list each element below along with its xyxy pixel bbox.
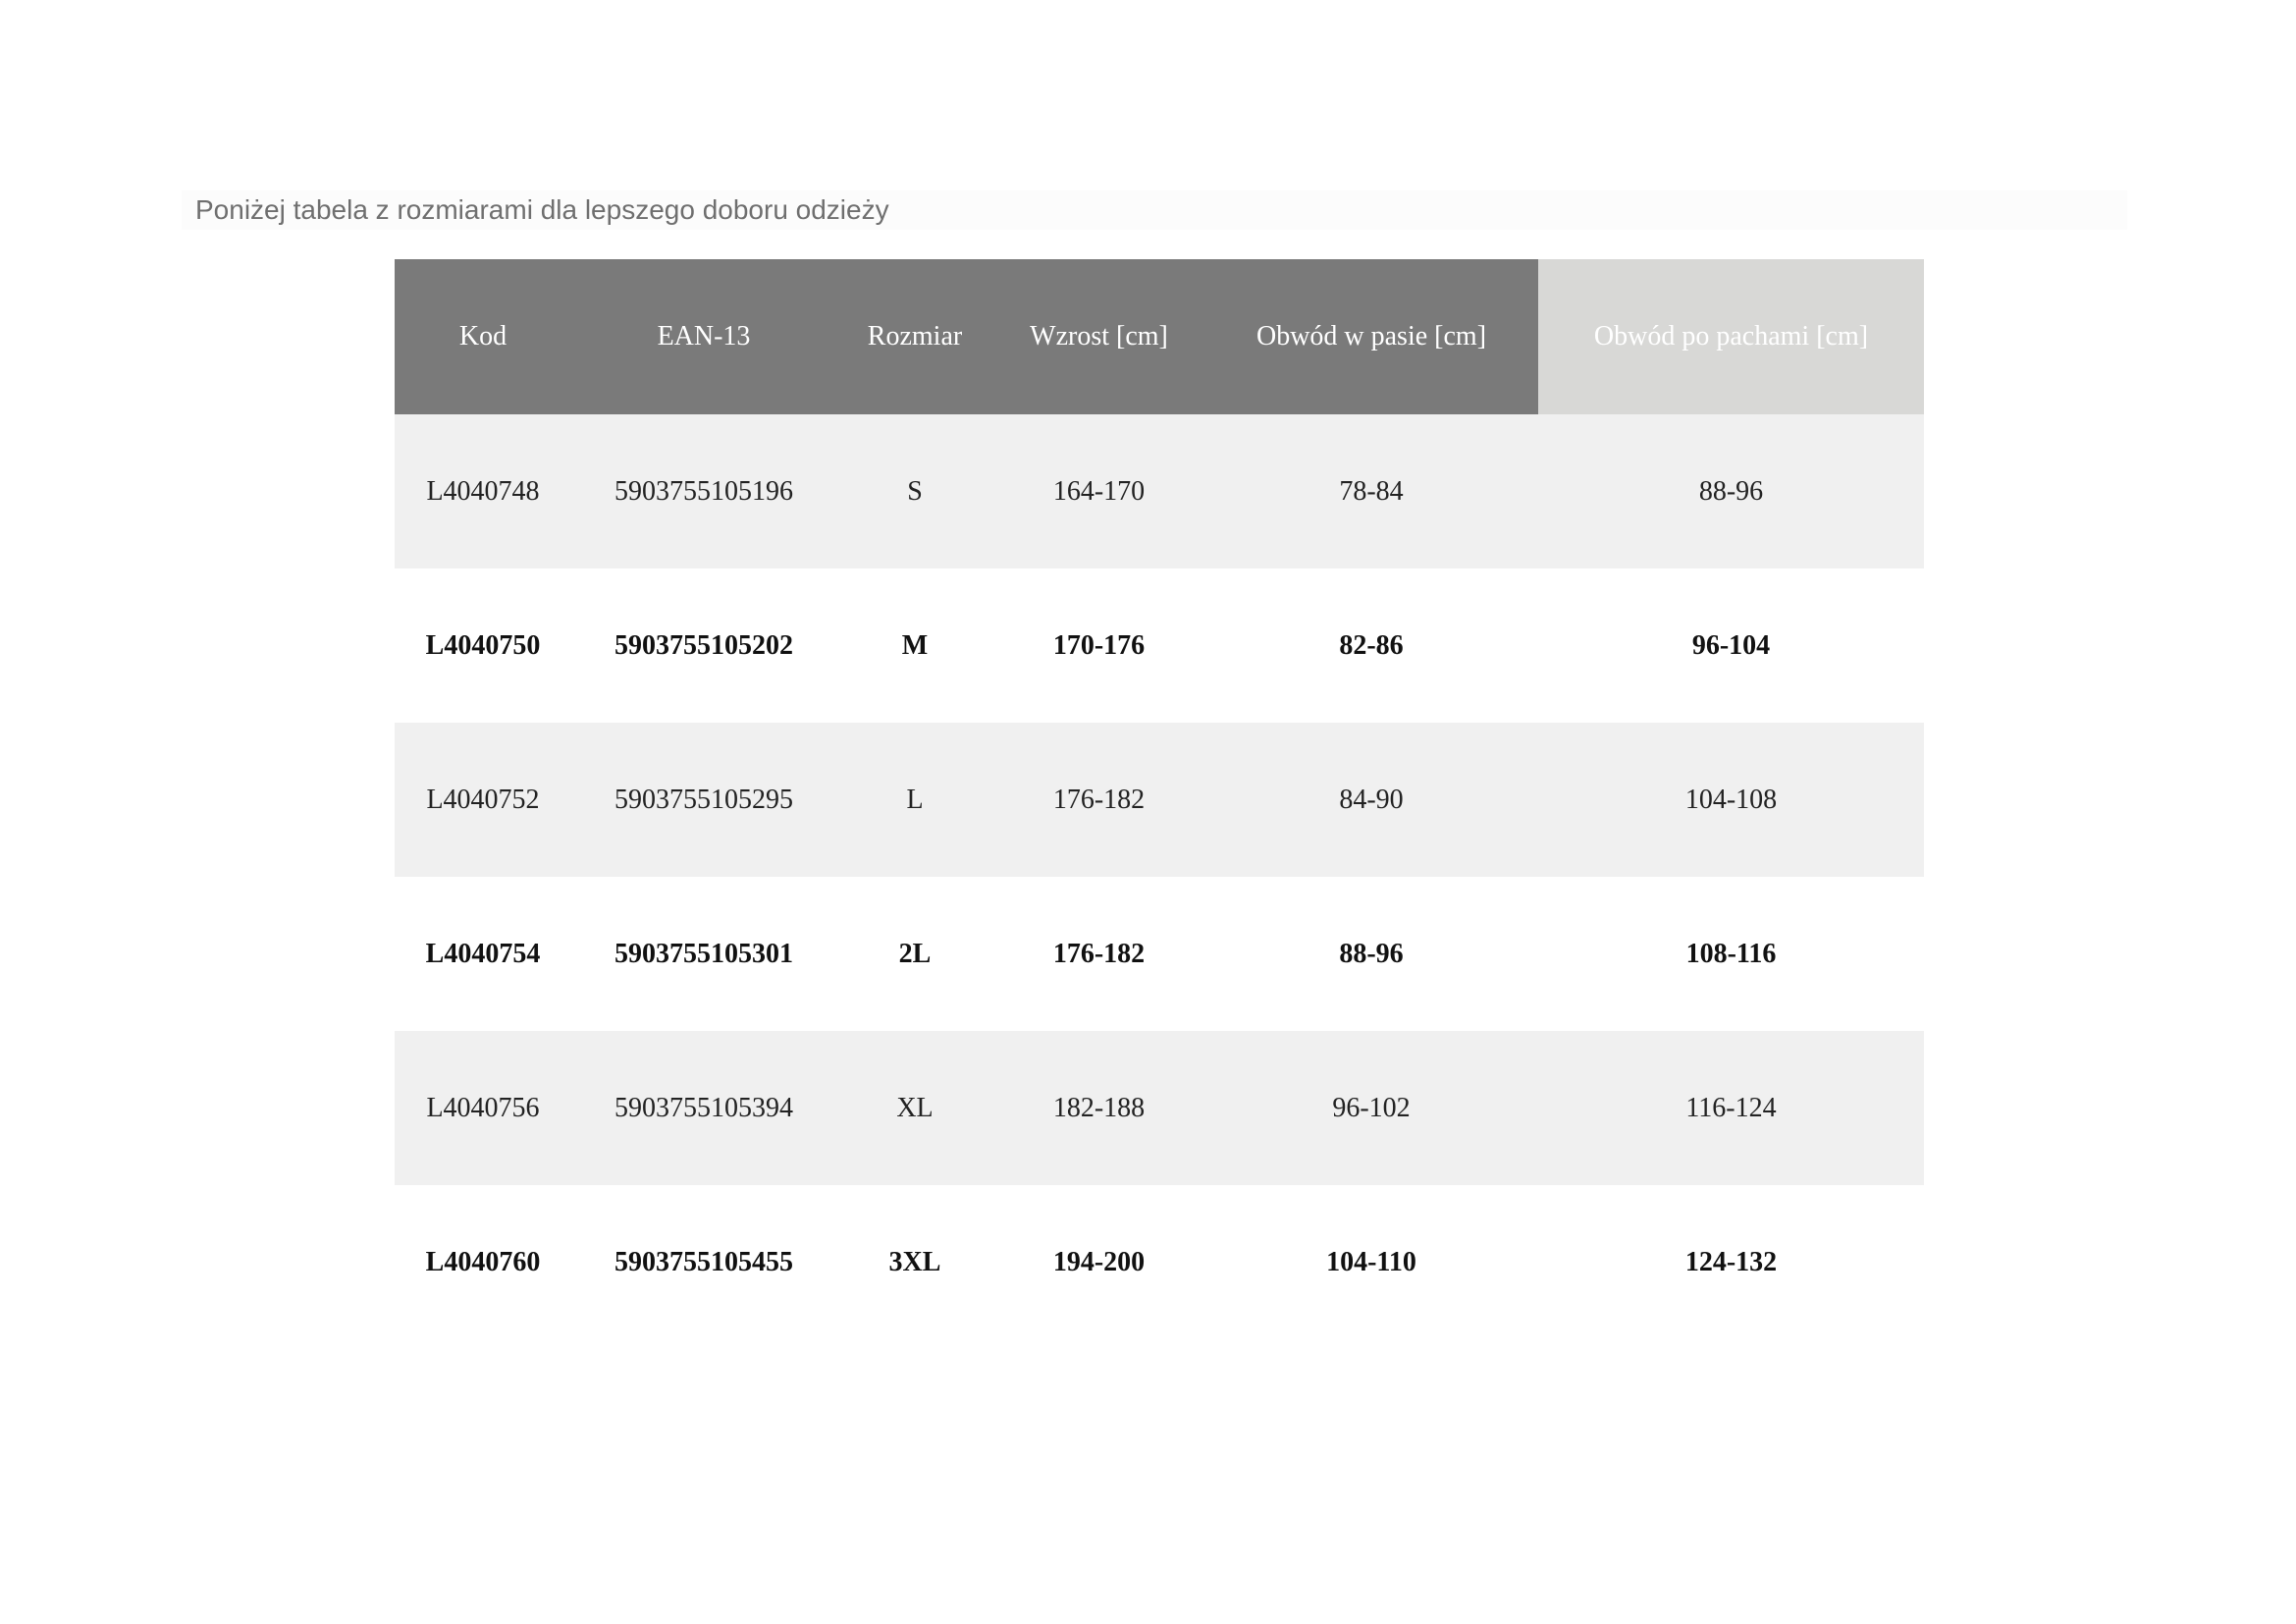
cell-kod: L4040752 bbox=[395, 723, 571, 877]
table-row bbox=[395, 1185, 1924, 1339]
cell-obwod-po-pachami: 124-132 bbox=[1538, 1185, 1924, 1339]
cell-obwod-w-pasie: 96-102 bbox=[1204, 1031, 1538, 1185]
header-ean13: EAN-13 bbox=[571, 259, 836, 414]
table-row bbox=[395, 877, 1924, 1031]
cell-obwod-po-pachami: 96-104 bbox=[1538, 568, 1924, 723]
cell-kod: L4040754 bbox=[395, 877, 571, 1031]
cell-ean13: 5903755105202 bbox=[571, 568, 836, 723]
cell-ean13: 5903755105455 bbox=[571, 1185, 836, 1339]
header-kod: Kod bbox=[395, 259, 571, 414]
header-obwod-w-pasie: Obwód w pasie [cm] bbox=[1204, 259, 1538, 414]
cell-obwod-po-pachami: 108-116 bbox=[1538, 877, 1924, 1031]
header-wzrost: Wzrost [cm] bbox=[993, 259, 1204, 414]
cell-ean13: 5903755105196 bbox=[571, 414, 836, 568]
cell-ean13: 5903755105301 bbox=[571, 877, 836, 1031]
cell-wzrost: 182-188 bbox=[993, 1031, 1204, 1185]
cell-obwod-w-pasie: 88-96 bbox=[1204, 877, 1538, 1031]
cell-obwod-w-pasie: 78-84 bbox=[1204, 414, 1538, 568]
table-row bbox=[395, 414, 1924, 568]
cell-obwod-po-pachami: 104-108 bbox=[1538, 723, 1924, 877]
cell-rozmiar: XL bbox=[836, 1031, 993, 1185]
table-row bbox=[395, 1031, 1924, 1185]
cell-wzrost: 164-170 bbox=[993, 414, 1204, 568]
cell-ean13: 5903755105394 bbox=[571, 1031, 836, 1185]
intro-text: Poniżej tabela z rozmiarami dla lepszego doboru odzieży bbox=[195, 194, 889, 225]
header-rozmiar: Rozmiar bbox=[836, 259, 993, 414]
cell-kod: L4040750 bbox=[395, 568, 571, 723]
cell-rozmiar: 2L bbox=[836, 877, 993, 1031]
cell-ean13: 5903755105295 bbox=[571, 723, 836, 877]
cell-rozmiar: L bbox=[836, 723, 993, 877]
cell-rozmiar: S bbox=[836, 414, 993, 568]
cell-obwod-po-pachami: 88-96 bbox=[1538, 414, 1924, 568]
cell-obwod-w-pasie: 82-86 bbox=[1204, 568, 1538, 723]
cell-wzrost: 176-182 bbox=[993, 723, 1204, 877]
size-table bbox=[395, 259, 1924, 1339]
cell-kod: L4040748 bbox=[395, 414, 571, 568]
cell-obwod-w-pasie: 104-110 bbox=[1204, 1185, 1538, 1339]
cell-wzrost: 176-182 bbox=[993, 877, 1204, 1031]
cell-rozmiar: 3XL bbox=[836, 1185, 993, 1339]
cell-rozmiar: M bbox=[836, 568, 993, 723]
cell-kod: L4040756 bbox=[395, 1031, 571, 1185]
cell-wzrost: 194-200 bbox=[993, 1185, 1204, 1339]
cell-wzrost: 170-176 bbox=[993, 568, 1204, 723]
cell-kod: L4040760 bbox=[395, 1185, 571, 1339]
table-row bbox=[395, 723, 1924, 877]
table-row bbox=[395, 568, 1924, 723]
cell-obwod-po-pachami: 116-124 bbox=[1538, 1031, 1924, 1185]
header-obwod-po-pachami: Obwód po pachami [cm] bbox=[1538, 259, 1924, 414]
table-header-row bbox=[395, 259, 1924, 414]
cell-obwod-w-pasie: 84-90 bbox=[1204, 723, 1538, 877]
